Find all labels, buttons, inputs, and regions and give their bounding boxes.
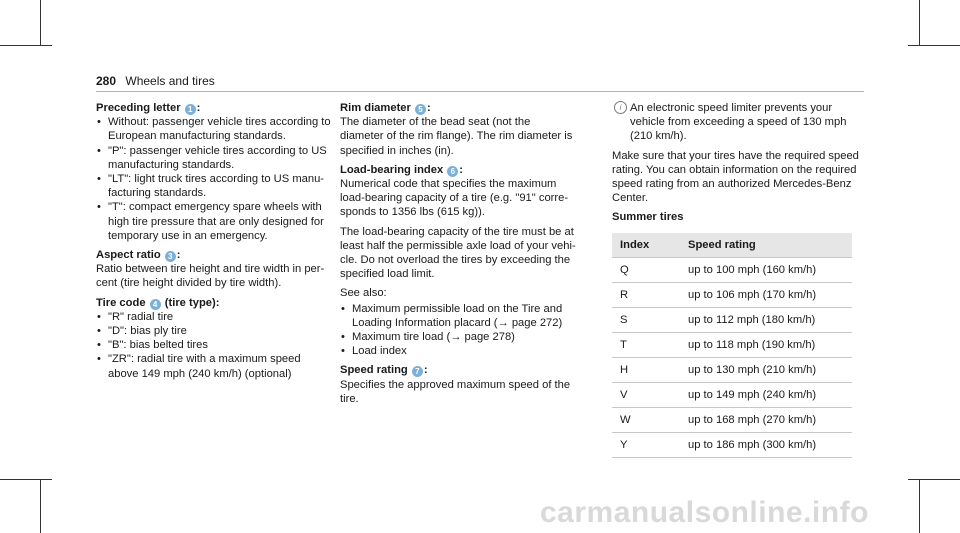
list-item[interactable]: • Maximum permissible load on the Tire and Loading Information placard (→ page 272) [340,302,576,330]
speed-rating-table [612,233,852,458]
see-also-list [340,302,576,359]
page-header [96,74,215,88]
speed-cell: up to 149 mph (240 km/h) [688,382,852,407]
tire-code-heading: Tire code 4 (tire type): [96,296,220,309]
index-cell: Q [612,257,688,282]
aspect-ratio-text: Ratio between tire height and tire width in per-cent (tire height divided by tire width). [96,263,325,290]
callout-number: 6 [447,166,458,177]
speed-cell: up to 118 mph (190 km/h) [688,332,852,357]
crop-mark [0,45,52,46]
list-item[interactable]: • Maximum tire load (→ page 278) [340,330,576,344]
table-row [612,332,852,357]
index-cell: T [612,332,688,357]
table-row [612,432,852,457]
column-2 [340,101,576,411]
tire-code-list [96,310,334,381]
header-rule [96,91,864,92]
index-cell: W [612,407,688,432]
speed-cell: up to 186 mph (300 km/h) [688,432,852,457]
crop-mark [919,0,920,45]
info-icon: i [614,101,627,114]
table-row [612,257,852,282]
column-header: Speed rating [688,233,852,258]
speed-cell: up to 130 mph (210 km/h) [688,357,852,382]
speed-rating-heading: Speed rating 7 : [340,364,428,377]
page-number: 280 [96,74,117,88]
list-item: • "P": passenger vehicle tires according to US manufacturing standards. [96,144,334,172]
callout-number: 4 [150,299,161,310]
index-cell: S [612,307,688,332]
speed-cell: up to 168 mph (270 km/h) [688,407,852,432]
list-item: • "ZR": radial tire with a maximum speed above 149 mph (240 km/h) (optional) [96,352,334,380]
callout-number: 1 [185,104,196,115]
index-cell: H [612,357,688,382]
crop-mark [919,479,920,533]
watermark: carmanualsonline.info [540,496,869,529]
list-item: • Without: passenger vehicle tires according to European manufacturing standards. [96,115,334,143]
callout-number: 7 [412,366,423,377]
see-also-label: See also: [340,287,387,300]
preceding-letter-heading: Preceding letter 1 : [96,102,201,114]
crop-mark [40,479,41,533]
speed-cell: up to 112 mph (180 km/h) [688,307,852,332]
load-index-text: Numerical code that specifies the maximum load-bearing capacity of a tire (e.g. "91" corre-sponds to 1356 lbs (615 kg)). [340,178,569,219]
index-cell: R [612,282,688,307]
index-cell: Y [612,432,688,457]
rim-diameter-text: The diameter of the bead seat (not the diameter of the rim flange). The rim diameter is specified in inches (in). [340,116,573,157]
crop-mark [908,45,960,46]
list-item: • "D": bias ply tire [96,324,334,338]
list-item: • "B": bias belted tires [96,338,334,352]
table-row [612,307,852,332]
column-header: Index [612,233,688,258]
rim-diameter-heading: Rim diameter 5 : [340,102,431,114]
load-index-heading: Load-bearing index 6 : [340,163,464,176]
table-row [612,382,852,407]
table-row [612,407,852,432]
column-3 [612,101,860,458]
column-1 [96,101,334,386]
list-item: • Load index [340,344,576,358]
crop-mark [0,479,52,480]
callout-number: 3 [165,251,176,262]
index-cell: V [612,382,688,407]
crop-mark [40,0,41,45]
callout-number: 5 [415,104,426,115]
list-item: • "T": compact emergency spare wheels with high tire pressure that are only designed for temporary use in an emergency. [96,200,334,243]
crop-mark [908,479,960,480]
speed-cell: up to 100 mph (160 km/h) [688,257,852,282]
preceding-letter-list [96,115,334,243]
table-row [612,357,852,382]
table-header-row [612,233,852,258]
speed-cell: up to 106 mph (170 km/h) [688,282,852,307]
aspect-ratio-heading: Aspect ratio 3 : [96,249,181,262]
list-item: • "R" radial tire [96,310,334,324]
section-title: Wheels and tires [125,74,215,88]
info-note: i An electronic speed limiter prevents your vehicle from exceeding a speed of 130 mph (210 km/h). [612,101,860,144]
summer-tires-heading: Summer tires [612,211,684,224]
make-sure-text: Make sure that your tires have the required speed rating. You can obtain information on the required speed rating from an authorized Mercedes-Benz Center. [612,149,859,205]
speed-rating-text: Specifies the approved maximum speed of the tire. [340,378,571,405]
load-capacity-text: The load-bearing capacity of the tire must be at least half the permissible axle load of your vehi-cle. Do not overload the tires by exceeding the specified load limit. [340,225,576,281]
list-item: • "LT": light truck tires according to US manu-facturing standards. [96,172,334,200]
table-row [612,282,852,307]
